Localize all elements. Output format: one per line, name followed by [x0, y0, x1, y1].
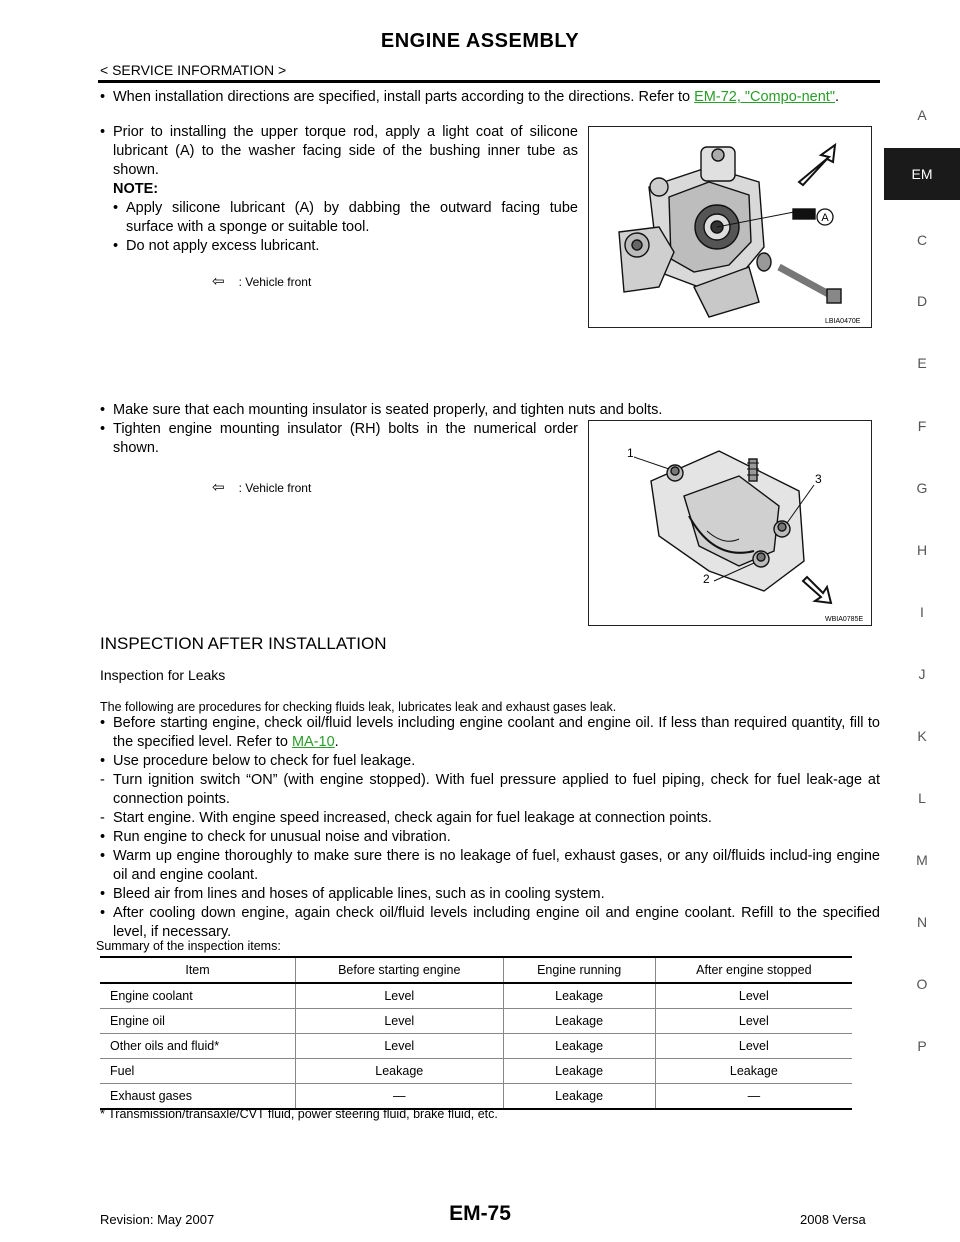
figure-insulator-bolt-order	[588, 420, 872, 626]
inspection-step	[100, 885, 880, 905]
bullet-mark: •	[100, 402, 106, 418]
dash-mark: -	[100, 810, 105, 826]
table-cell: Leakage	[503, 1034, 655, 1059]
column-header: After engine stopped	[655, 957, 852, 983]
table-cell: Level	[655, 1034, 852, 1059]
bullet-mark: •	[100, 848, 106, 864]
subheading-leaks: Inspection for Leaks	[100, 667, 226, 683]
figure1-code: LBIA0470E	[825, 318, 861, 325]
column-header: Engine running	[503, 957, 655, 983]
note-text: Apply silicone lubricant (A) by dabbing the outward facing tube surface with a sponge or suitable tool.	[126, 200, 578, 235]
bullet-tighten-order	[100, 420, 580, 460]
figure1-legend	[212, 272, 311, 290]
bullet-text: Make sure that each mounting insulator is seated properly, and tighten nuts and bolts.	[113, 402, 663, 418]
step-text: Bleed air from lines and hoses of applicable lines, such as in cooling system.	[113, 886, 605, 902]
table-cell: Leakage	[296, 1059, 504, 1084]
note-label: NOTE:	[113, 181, 159, 197]
table-cell: Leakage	[655, 1059, 852, 1084]
bullet-mark: •	[100, 829, 106, 845]
tab-f[interactable]: F	[917, 418, 927, 434]
vehicle-front-arrow-icon	[803, 577, 831, 603]
page-number: EM-75	[449, 1202, 511, 1225]
inspection-step	[100, 904, 880, 944]
table-cell: Leakage	[503, 1009, 655, 1034]
table-row	[100, 1084, 852, 1110]
insulator-illustration	[589, 421, 871, 625]
table-cell: Level	[296, 1009, 504, 1034]
callout-3: 3	[815, 472, 822, 486]
header-divider	[98, 80, 880, 83]
bullet-seated-insulator	[100, 401, 880, 421]
intro-text: The following are procedures for checking fluids leak, lubricates leak and exhaust gases leak.	[100, 700, 617, 714]
step-text: After cooling down engine, again check oil/fluid levels including engine oil and engine coolant. Refill to the specified level, if necessary.	[113, 905, 880, 940]
tab-l[interactable]: L	[918, 790, 926, 806]
inspection-step	[100, 847, 880, 887]
table-cell: Level	[296, 1034, 504, 1059]
footer-model: 2008 Versa	[800, 1212, 866, 1227]
inspection-step	[100, 714, 880, 754]
link-ma-10[interactable]: MA-10	[291, 734, 335, 750]
link-em-72-component[interactable]: EM-72, "Compo-nent"	[694, 89, 835, 105]
note-item	[113, 237, 578, 256]
step-text: Run engine to check for unusual noise and vibration.	[113, 829, 451, 845]
tab-p[interactable]: P	[917, 1038, 927, 1054]
figure2-code: WBIA0785E	[825, 616, 864, 623]
bullet-mark: •	[113, 200, 119, 216]
inspection-substep	[100, 809, 880, 829]
tab-h[interactable]: H	[916, 542, 928, 558]
vehicle-front-arrow-icon: ⇦	[212, 479, 225, 496]
callout-2: 2	[703, 572, 710, 586]
bullet-upper-torque-rod	[100, 123, 580, 253]
callout-a: A	[821, 212, 829, 224]
bullet-text: Prior to installing the upper torque rod, apply a light coat of silicone lubricant (A) to the washer facing side of the bushing inner tube as shown.	[113, 124, 578, 178]
figure2-legend	[212, 478, 311, 496]
column-header: Before starting engine	[296, 957, 504, 983]
tab-n[interactable]: N	[916, 914, 928, 930]
step-text: Warm up engine thoroughly to make sure there is no leakage of fuel, exhaust gases, or any oil/fluids includ-ing engine oil and engine coolant.	[113, 848, 880, 883]
step-text-end: .	[334, 734, 339, 750]
torque-rod-illustration	[589, 127, 871, 327]
table-cell: Leakage	[503, 1059, 655, 1084]
section-index-tabs	[884, 0, 960, 1242]
section-heading: INSPECTION AFTER INSTALLATION	[100, 634, 387, 653]
inspection-step	[100, 752, 880, 772]
inspection-step	[100, 828, 880, 848]
vehicle-front-arrow-icon	[799, 145, 835, 185]
bullet-text: When installation directions are specified, install parts according to the directions. Refer to	[113, 89, 695, 105]
table-cell: Other oils and fluid*	[100, 1034, 296, 1059]
table-cell: Engine oil	[100, 1009, 296, 1034]
bullet-mark: •	[100, 421, 106, 437]
table-cell: Exhaust gases	[100, 1084, 296, 1110]
table-header-row	[100, 957, 852, 983]
table-cell: Leakage	[503, 1084, 655, 1110]
table-cell: Level	[655, 983, 852, 1009]
figure1-legend-text: : Vehicle front	[238, 275, 312, 289]
table-row	[100, 1009, 852, 1034]
note-text: Do not apply excess lubricant.	[126, 238, 320, 254]
table-footnote: * Transmission/transaxle/CVT fluid, power steering fluid, brake fluid, etc.	[100, 1107, 498, 1121]
table-row	[100, 1034, 852, 1059]
table-cell: Fuel	[100, 1059, 296, 1084]
table-row	[100, 983, 852, 1009]
tab-j[interactable]: J	[918, 666, 926, 682]
table-cell: Level	[655, 1009, 852, 1034]
bullet-mark: •	[100, 886, 106, 902]
note-item	[113, 199, 578, 237]
bullet-mark: •	[100, 905, 106, 921]
tab-g[interactable]: G	[916, 480, 928, 496]
footer-revision: Revision: May 2007	[100, 1212, 215, 1227]
bullet-mark: •	[113, 238, 119, 254]
bullet-mark: •	[100, 753, 106, 769]
tab-c[interactable]: C	[916, 232, 928, 248]
tab-e[interactable]: E	[917, 355, 927, 371]
dash-mark: -	[100, 772, 105, 788]
tab-em[interactable]: EM	[884, 148, 960, 200]
table-cell: Level	[296, 983, 504, 1009]
table-cell: —	[655, 1084, 852, 1110]
section-breadcrumb: < SERVICE INFORMATION >	[100, 62, 287, 78]
tab-a[interactable]: A	[917, 107, 927, 123]
inspection-summary-table	[100, 956, 852, 1110]
tab-o[interactable]: O	[916, 976, 928, 992]
step-text: Use procedure below to check for fuel leakage.	[113, 753, 416, 769]
bullet-mark: •	[100, 89, 106, 105]
callout-1: 1	[627, 446, 634, 460]
tab-d[interactable]: D	[916, 293, 928, 309]
bullet-mark: •	[100, 124, 106, 140]
step-text: Start engine. With engine speed increased, check again for fuel leakage at connection points.	[113, 810, 712, 826]
table-cell: Leakage	[503, 983, 655, 1009]
tab-k[interactable]: K	[917, 728, 927, 744]
page-title: ENGINE ASSEMBLY	[380, 30, 580, 52]
table-cell: —	[296, 1084, 504, 1110]
figure-upper-torque-rod	[588, 126, 872, 328]
tab-m[interactable]: M	[916, 852, 928, 868]
column-header: Item	[100, 957, 296, 983]
bullet-mark: •	[100, 715, 106, 731]
step-text: Before starting engine, check oil/fluid levels including engine coolant and engine oil. If less than required quantity, fill to the specified level. Refer to	[113, 715, 880, 750]
vehicle-front-arrow-icon: ⇦	[212, 273, 225, 290]
bullet-text: Tighten engine mounting insulator (RH) bolts in the numerical order shown.	[113, 421, 578, 456]
table-row	[100, 1059, 852, 1084]
step-text: Turn ignition switch “ON” (with engine stopped). With fuel pressure applied to fuel piping, check for fuel leak-age at connection points.	[113, 772, 880, 807]
figure2-legend-text: : Vehicle front	[238, 481, 312, 495]
tab-i[interactable]: I	[920, 604, 924, 620]
summary-label: Summary of the inspection items:	[96, 939, 281, 953]
inspection-substep	[100, 771, 880, 811]
bullet-install-directions	[100, 88, 880, 128]
table-cell: Engine coolant	[100, 983, 296, 1009]
bullet-text-end: .	[834, 89, 839, 105]
